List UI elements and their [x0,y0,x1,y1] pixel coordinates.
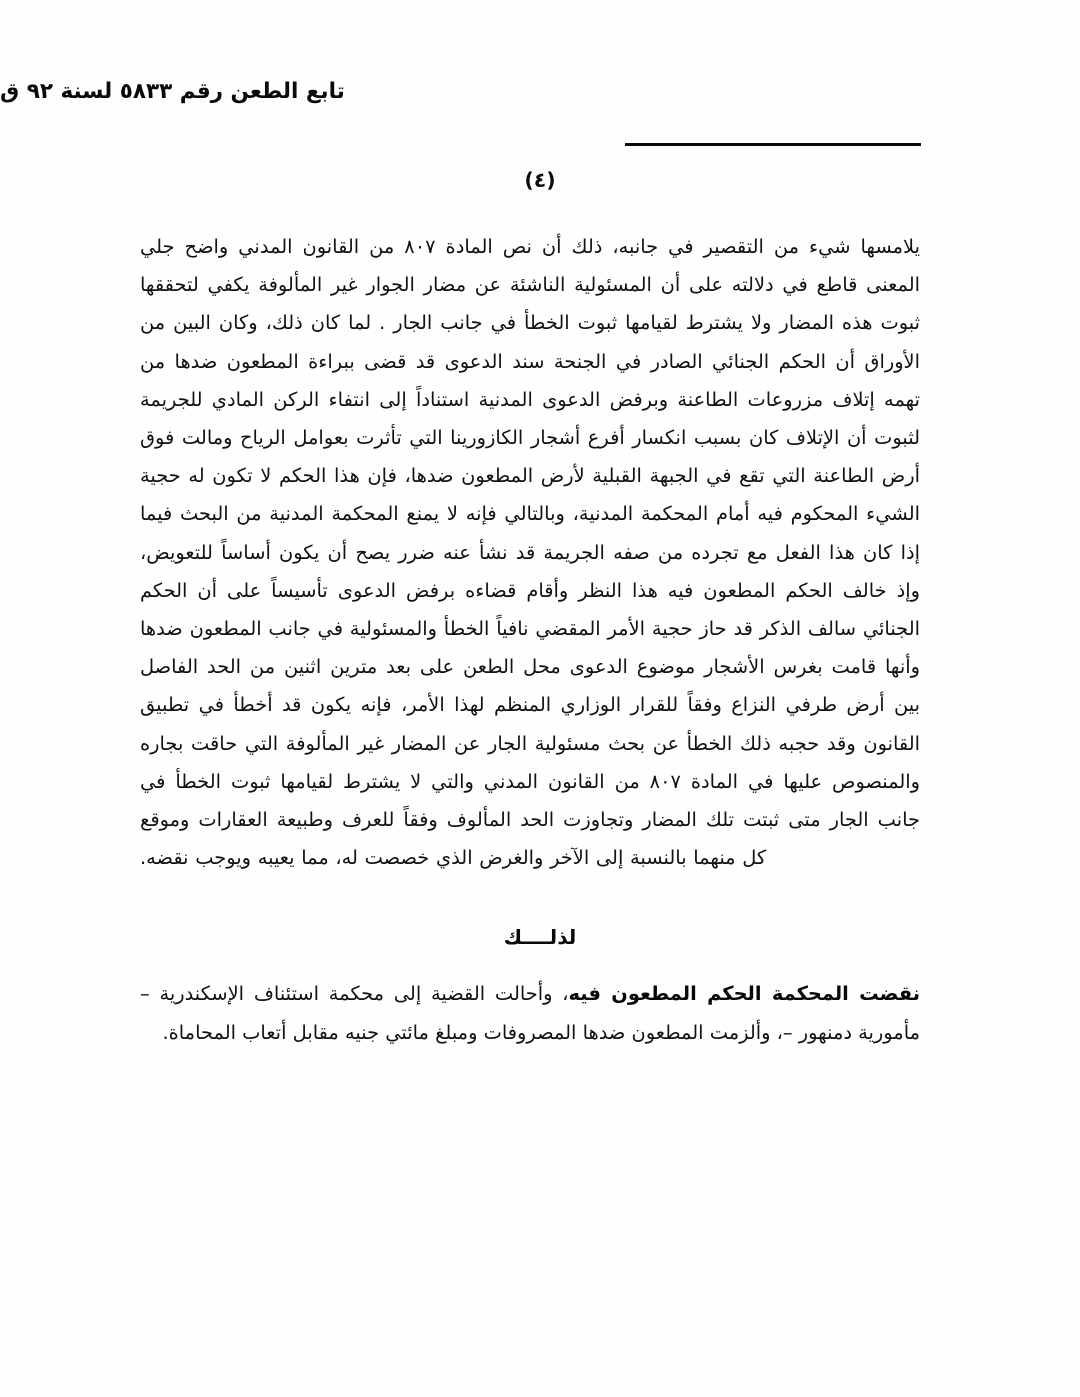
body-text-area [140,228,920,877]
verdict-heading [0,925,1080,949]
page-header [0,78,920,106]
ruling-rest-text: ، وأحالت القضية إلى محكمة استئناف الإسكندرية – مأمورية دمنهور –، وألزمت المطعون ضدها المصروفات ومبلغ مائتي جنيه مقابل أتعاب المحاماة. [140,982,920,1044]
body-paragraph: يلامسها شيء من التقصير في جانبه، ذلك أن نص المادة ٨٠٧ من القانون المدني واضح جلي المعنى قاطع في دلالته على أن المسئولية الناشئة عن مضار الجوار غير المألوفة يكفي لتحققها ثبوت هذه المضار ولا يشترط لقيامها ثبوت الخطأ في جانب الجار . لما كان ذلك، وكان البين من الأوراق أن الحكم الجنائي الصادر في الجنحة سند الدعوى قد قضى ببراءة المطعون ضدها من تهمه إتلاف مزروعات الطاعنة وبرفض الدعوى المدنية استناداً إلى انتفاء الركن المادي للجريمة لثبوت أن الإتلاف كان بسبب انكسار أفرع أشجار الكازورينا التي تأثرت بعوامل الرياح ومالت فوق أرض الطاعنة التي تقع في الجبهة القبلية لأرض المطعون ضدها، فإن هذا الحكم لا تكون له حجية الشيء المحكوم فيه أمام المحكمة المدنية، وبالتالي فإنه لا يمنع المحكمة المدنية من البحث فيما إذا كان هذا الفعل مع تجرده من صفه الجريمة قد نشأ عنه ضرر يصح أن يكون أساساً للتعويض، وإذ خالف الحكم المطعون فيه هذا النظر وأقام قضاءه برفض الدعوى تأسيساً على أن الحكم الجنائي سالف الذكر قد حاز حجية الأمر المقضي نافياً الخطأ والمسئولية في جانب المطعون ضدها وأنها قامت بغرس الأشجار موضوع الدعوى محل الطعن على بعد مترين اثنين من الحد الفاصل بين أرض طرفي النزاع وفقاً للقرار الوزاري المنظم لهذا الأمر، فإنه يكون قد أخطأ في تطبيق القانون وقد حجبه ذلك الخطأ عن بحث مسئولية الجار عن المضار غير المألوفة التي حاقت بجاره والمنصوص عليها في المادة ٨٠٧ من القانون المدني والتي لا يشترط لقيامها ثبوت الخطأ في جانب الجار متى ثبتت تلك المضار وتجاوزت الحد المألوف وفقاً للعرف وطبيعة العقارات وموقع كل منهما بالنسبة إلى الآخر والغرض الذي خصصت له، مما يعيبه ويوجب نقضه. [140,235,921,870]
header-divider-rule [625,143,921,146]
header-title: تابع الطعن رقم ٥٨٣٣ لسنة ٩٢ ق [0,79,345,104]
page-number: (٤) [524,168,556,192]
verdict-heading-label: لذلــــك [503,925,577,949]
ruling-area [140,975,920,1052]
ruling-paragraph [140,975,920,1052]
ruling-bold-prefix: نقضت المحكمة الحكم المطعون فيه [568,982,920,1005]
